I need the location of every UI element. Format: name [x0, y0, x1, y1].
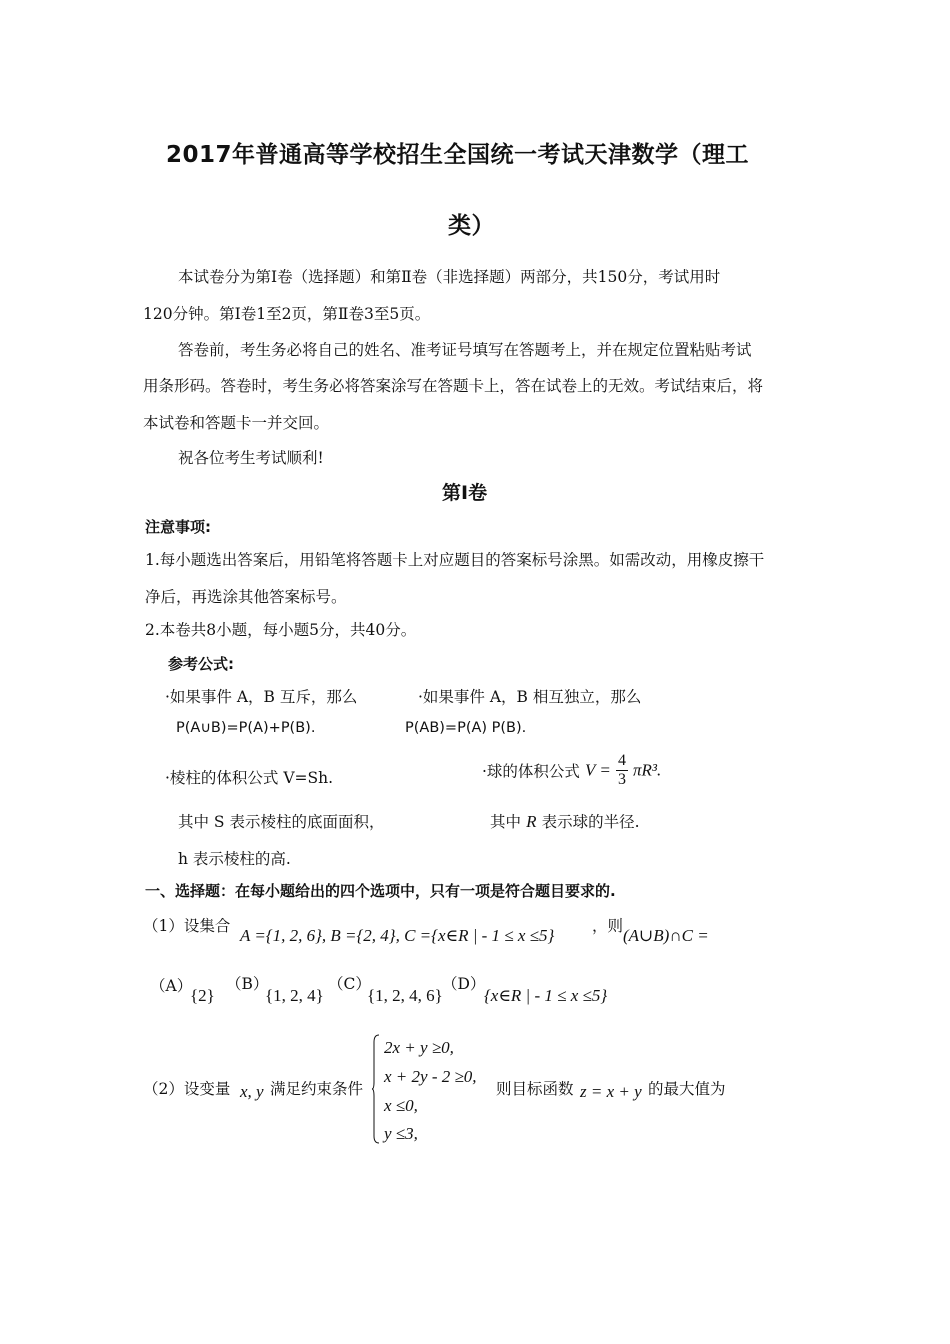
formula-sphere-lhs: V =	[585, 760, 611, 780]
q2-constraint-4: y ≤3,	[384, 1124, 418, 1143]
q2-constraint-2: x + 2y - 2 ≥0,	[384, 1067, 477, 1086]
formula-sphere-note	[490, 810, 640, 832]
formula-sphere-prefix: ·球的体积公式	[482, 762, 580, 781]
q1-option-a-label: （A）	[150, 977, 193, 995]
formula-sphere-denominator: 3	[617, 771, 626, 788]
q1-expression: (A∪B)∩C =	[623, 926, 709, 945]
q1-label: （1）设集合	[143, 917, 231, 935]
page-title-line1: 2017年普通高等学校招生全国统一考试天津数学（理工	[166, 142, 750, 168]
formula-sphere-fraction	[616, 752, 628, 789]
q1-option-d-label: （D）	[442, 975, 486, 993]
intro-p3: 祝各位考生考试顺利!	[178, 449, 324, 467]
q2-constraint-1: 2x + y ≥0,	[384, 1038, 454, 1057]
q1-then: ，则	[592, 917, 624, 935]
formula-exclusive-eq: P(A∪B)=P(A)+P(B).	[176, 720, 316, 736]
intro-p1-line1: 本试卷分为第Ⅰ卷（选择题）和第Ⅱ卷（非选择题）两部分，共150分，考试用时	[178, 268, 721, 286]
q2-vars: x, y	[240, 1082, 264, 1101]
formula-independent: ·如果事件 A，B 相互独立，那么	[418, 688, 642, 706]
formula-sphere-volume	[482, 752, 661, 789]
q1-option-c: {1, 2, 4, 6}	[367, 986, 443, 1005]
intro-p2-line1: 答卷前，考生务必将自己的姓名、准考证号填写在答题考上，并在规定位置粘贴考试	[178, 341, 752, 359]
q2-label: （2）设变量	[143, 1080, 231, 1098]
section-heading: 第Ⅰ卷	[442, 482, 488, 504]
note-1-line2: 净后，再选涂其他答案标号。	[145, 588, 347, 606]
page-title-line2: 类）	[448, 213, 495, 239]
formula-prism-volume: ·棱柱的体积公式 V=Sh.	[165, 769, 334, 787]
note-1-line1: 1.每小题选出答案后，用铅笔将答题卡上对应题目的答案标号涂黑。如需改动，用橡皮擦干	[145, 551, 765, 569]
formula-sphere-numerator: 4	[617, 752, 626, 769]
formula-sphere-note-b: 表示球的半径.	[541, 813, 640, 831]
formula-prism-note2: h 表示棱柱的高.	[178, 850, 291, 868]
q1-sets: A ={1, 2, 6}, B ={2, 4}, C ={x∈R | - 1 ≤ x ≤5}	[240, 926, 555, 945]
formula-sphere-rhs: πR³.	[633, 760, 662, 780]
formula-prism-note1: 其中 S 表示棱柱的底面面积，	[178, 813, 385, 831]
q2-constraint-3: x ≤0,	[384, 1096, 418, 1115]
q2-objective: z = x + y	[580, 1082, 642, 1101]
q2-condition: 满足约束条件	[270, 1080, 364, 1098]
formulas-heading: 参考公式:	[168, 655, 234, 673]
part1-heading: 一、选择题：在每小题给出的四个选项中，只有一项是符合题目要求的.	[145, 882, 616, 900]
intro-p2-line3: 本试卷和答题卡一并交回。	[143, 414, 330, 432]
intro-p1-line2: 120分钟。第Ⅰ卷1至2页，第Ⅱ卷3至5页。	[143, 305, 431, 323]
q1-option-a: {2}	[190, 986, 215, 1005]
q1-option-b: {1, 2, 4}	[265, 986, 324, 1005]
formula-independent-eq: P(AB)=P(A) P(B).	[405, 720, 527, 736]
note-2: 2.本卷共8小题，每小题5分，共40分。	[145, 621, 417, 639]
formula-sphere-note-a: 其中	[490, 813, 522, 831]
left-brace-icon	[372, 1034, 380, 1144]
formula-sphere-note-r: R	[526, 812, 537, 831]
notes-heading: 注意事项:	[145, 518, 211, 536]
intro-p2-line2: 用条形码。答卷时，考生务必将答案涂写在答题卡上，答在试卷上的无效。考试结束后，将	[143, 377, 764, 395]
q1-option-b-label: （B）	[226, 975, 269, 993]
q1-option-c-label: （C）	[328, 975, 371, 993]
formula-exclusive: ·如果事件 A，B 互斥，那么	[165, 688, 358, 706]
q1-option-d: {x∈R | - 1 ≤ x ≤5}	[484, 986, 608, 1005]
q2-tail: 的最大值为	[648, 1080, 726, 1098]
q2-then: 则目标函数	[496, 1080, 574, 1098]
